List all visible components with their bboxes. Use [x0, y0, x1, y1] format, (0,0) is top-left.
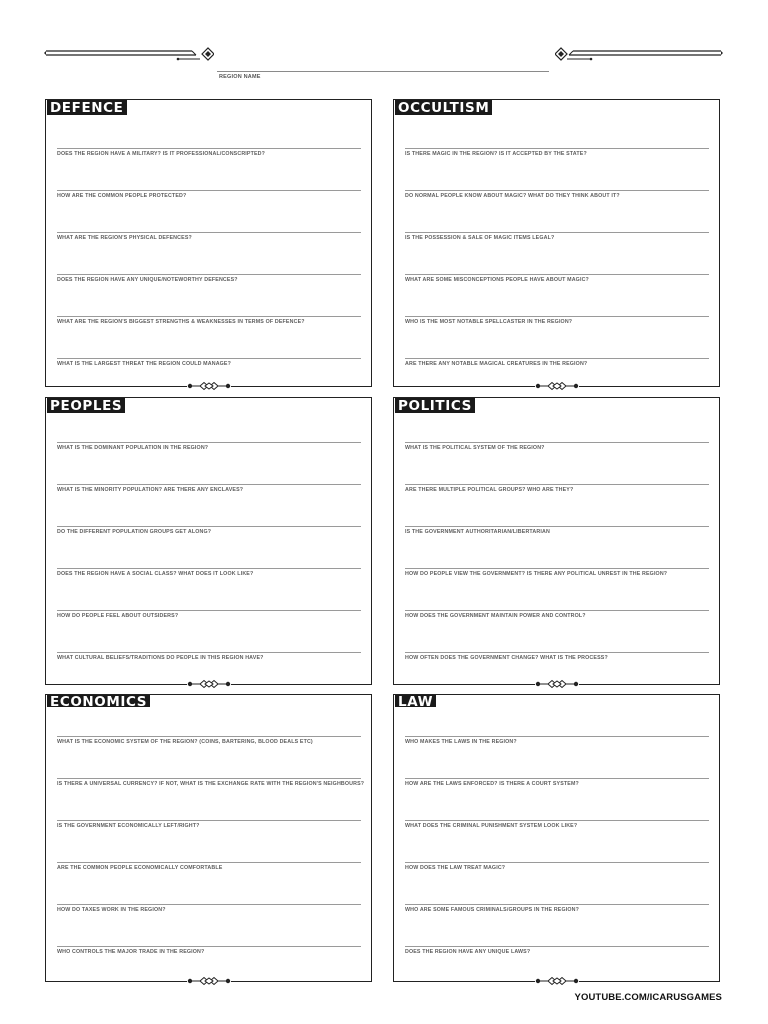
question-text: WHAT IS THE LARGEST THREAT THE REGION COULD MANAGE?: [57, 361, 232, 367]
question-field[interactable]: [57, 736, 361, 752]
question-field[interactable]: [57, 316, 361, 332]
question-field[interactable]: [405, 274, 709, 290]
panel-title: DEFENCE: [47, 100, 127, 115]
question-field[interactable]: [405, 736, 709, 752]
panel-politics: [393, 397, 720, 685]
question-field[interactable]: [57, 274, 361, 290]
question-field[interactable]: [405, 946, 709, 962]
question-text: WHO MAKES THE LAWS IN THE REGION?: [405, 739, 517, 745]
left-header-ornament: [44, 44, 214, 66]
question-field[interactable]: [405, 232, 709, 248]
question-field[interactable]: [405, 778, 709, 794]
question-field[interactable]: [57, 778, 365, 794]
question-field[interactable]: [57, 610, 361, 626]
question-field[interactable]: [57, 442, 361, 458]
question-field[interactable]: [57, 232, 361, 248]
panel-title: LAW: [395, 695, 436, 707]
region-name-line[interactable]: [217, 71, 549, 72]
question-text: HOW DOES THE LAW TREAT MAGIC?: [405, 865, 506, 871]
question-text: HOW DO PEOPLE VIEW THE GOVERNMENT? IS THERE ANY POLITICAL UNREST IN THE REGION?: [405, 571, 668, 577]
question-text: ARE THERE ANY NOTABLE MAGICAL CREATURES IN THE REGION?: [405, 361, 588, 367]
right-header-ornament: [555, 44, 723, 66]
question-field[interactable]: [405, 190, 709, 206]
question-text: ARE THERE MULTIPLE POLITICAL GROUPS? WHO ARE THEY?: [405, 487, 574, 493]
question-field[interactable]: [57, 862, 361, 878]
panel-title: ECONOMICS: [47, 695, 150, 707]
panel-ornament: [535, 679, 579, 689]
question-field[interactable]: [57, 904, 361, 920]
question-text: WHAT IS THE POLITICAL SYSTEM OF THE REGION?: [405, 445, 545, 451]
question-field[interactable]: [57, 820, 361, 836]
question-text: IS THERE A UNIVERSAL CURRENCY? IF NOT, WHAT IS THE EXCHANGE RATE WITH THE REGION'S NEIGHBOURS?: [57, 781, 365, 787]
panel-defence: [45, 99, 372, 387]
question-field[interactable]: [405, 316, 709, 332]
question-text: ARE THE COMMON PEOPLE ECONOMICALLY COMFORTABLE: [57, 865, 223, 871]
panel-ornament: [187, 679, 231, 689]
question-text: WHO CONTROLS THE MAJOR TRADE IN THE REGION?: [57, 949, 205, 955]
question-text: IS THE GOVERNMENT ECONOMICALLY LEFT/RIGHT?: [57, 823, 200, 829]
question-field[interactable]: [405, 568, 709, 584]
question-text: WHAT ARE THE REGION'S BIGGEST STRENGTHS & WEAKNESSES IN TERMS OF DEFENCE?: [57, 319, 305, 325]
question-text: DOES THE REGION HAVE A MILITARY? IS IT PROFESSIONAL/CONSCRIPTED?: [57, 151, 266, 157]
question-text: WHO IS THE MOST NOTABLE SPELLCASTER IN THE REGION?: [405, 319, 573, 325]
question-field[interactable]: [405, 862, 709, 878]
panel-law: [393, 694, 720, 982]
question-text: WHAT IS THE MINORITY POPULATION? ARE THERE ANY ENCLAVES?: [57, 487, 244, 493]
footer-credit: YOUTUBE.COM/ICARUSGAMES: [574, 992, 722, 1003]
question-text: WHAT ARE THE REGION'S PHYSICAL DEFENCES?: [57, 235, 192, 241]
question-field[interactable]: [405, 484, 709, 500]
question-text: DO THE DIFFERENT POPULATION GROUPS GET ALONG?: [57, 529, 212, 535]
question-text: DOES THE REGION HAVE A SOCIAL CLASS? WHAT DOES IT LOOK LIKE?: [57, 571, 254, 577]
question-field[interactable]: [405, 442, 709, 458]
question-text: HOW DOES THE GOVERNMENT MAINTAIN POWER AND CONTROL?: [405, 613, 586, 619]
question-field[interactable]: [57, 484, 361, 500]
panel-title: POLITICS: [395, 398, 475, 413]
question-field[interactable]: [57, 358, 361, 374]
question-field[interactable]: [405, 526, 709, 542]
question-text: HOW ARE THE LAWS ENFORCED? IS THERE A COURT SYSTEM?: [405, 781, 579, 787]
panel-occultism: [393, 99, 720, 387]
region-name-label: REGION NAME: [219, 74, 261, 80]
question-field[interactable]: [57, 148, 361, 164]
question-field[interactable]: [57, 526, 361, 542]
question-text: HOW OFTEN DOES THE GOVERNMENT CHANGE? WHAT IS THE PROCESS?: [405, 655, 608, 661]
question-field[interactable]: [405, 904, 709, 920]
question-text: WHAT DOES THE CRIMINAL PUNISHMENT SYSTEM LOOK LIKE?: [405, 823, 578, 829]
panel-economics: [45, 694, 372, 982]
question-text: DO NORMAL PEOPLE KNOW ABOUT MAGIC? WHAT DO THEY THINK ABOUT IT?: [405, 193, 620, 199]
question-field[interactable]: [57, 190, 361, 206]
question-field[interactable]: [405, 820, 709, 836]
question-field[interactable]: [405, 358, 709, 374]
question-field[interactable]: [405, 148, 709, 164]
panel-peoples: [45, 397, 372, 685]
question-field[interactable]: [405, 610, 709, 626]
question-text: HOW ARE THE COMMON PEOPLE PROTECTED?: [57, 193, 187, 199]
question-text: HOW DO PEOPLE FEEL ABOUT OUTSIDERS?: [57, 613, 179, 619]
question-text: WHAT IS THE DOMINANT POPULATION IN THE REGION?: [57, 445, 209, 451]
question-text: WHAT CULTURAL BELIEFS/TRADITIONS DO PEOPLE IN THIS REGION HAVE?: [57, 655, 264, 661]
question-text: WHAT IS THE ECONOMIC SYSTEM OF THE REGION? (COINS, BARTERING, BLOOD DEALS ETC): [57, 739, 313, 745]
question-text: IS THE POSSESSION & SALE OF MAGIC ITEMS LEGAL?: [405, 235, 555, 241]
question-text: IS THERE MAGIC IN THE REGION? IS IT ACCEPTED BY THE STATE?: [405, 151, 587, 157]
panel-ornament: [187, 976, 231, 986]
panel-title: OCCULTISM: [395, 100, 492, 115]
panel-ornament: [535, 976, 579, 986]
question-field[interactable]: [405, 652, 709, 668]
question-text: IS THE GOVERNMENT AUTHORITARIAN/LIBERTARIAN: [405, 529, 550, 535]
question-text: WHO ARE SOME FAMOUS CRIMINALS/GROUPS IN THE REGION?: [405, 907, 580, 913]
panel-ornament: [187, 381, 231, 391]
question-field[interactable]: [57, 568, 361, 584]
panel-title: PEOPLES: [47, 398, 125, 413]
question-text: DOES THE REGION HAVE ANY UNIQUE LAWS?: [405, 949, 531, 955]
question-text: WHAT ARE SOME MISCONCEPTIONS PEOPLE HAVE ABOUT MAGIC?: [405, 277, 589, 283]
panel-ornament: [535, 381, 579, 391]
question-text: DOES THE REGION HAVE ANY UNIQUE/NOTEWORTHY DEFENCES?: [57, 277, 238, 283]
question-field[interactable]: [57, 652, 361, 668]
question-field[interactable]: [57, 946, 361, 962]
question-text: HOW DO TAXES WORK IN THE REGION?: [57, 907, 166, 913]
